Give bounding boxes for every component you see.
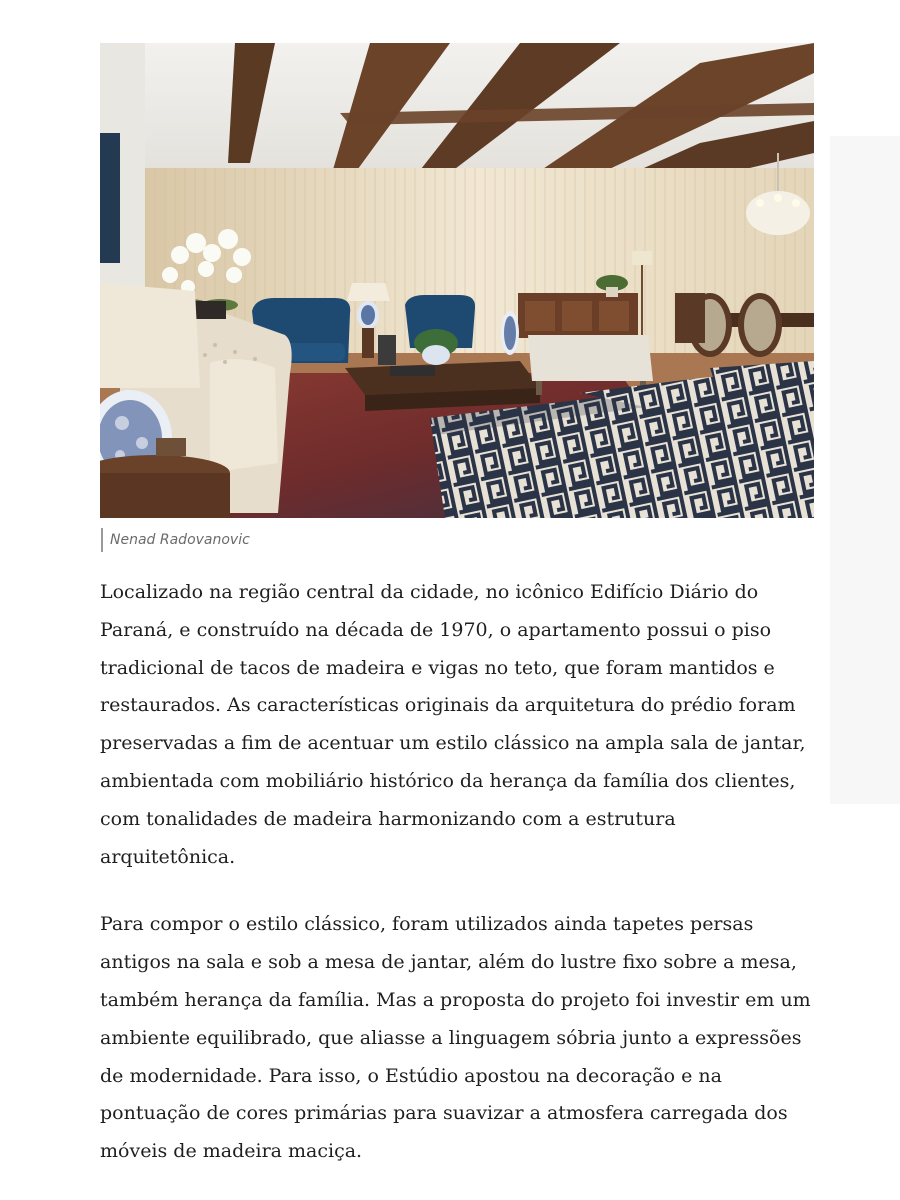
article-paragraph: Localizado na região central da cidade, no icônico Edifício Diário do Paraná, e construído na década de 1970, o apartamento possui o piso tradicional de tacos de madeira e vigas no teto, que foram mantidos e restaurados. As características originais da arquitetura do prédio foram preservadas a fim de acentuar um estilo clássico na ampla sala de jantar, ambientada com mobiliário histórico da herança da família dos clientes, com tonalidades de madeira harmonizando com a estrutura arquitetônica. <box>100 581 806 868</box>
sidebar-ad-placeholder <box>830 136 900 804</box>
article-paragraph: Para compor o estilo clássico, foram utilizados ainda tapetes persas antigos na sala e sob a mesa de jantar, além do lustre fixo sobre a mesa, também herança da família. Mas a proposta do projeto foi investir em um ambiente equilibrado, que aliasse a linguagem sóbria junto a expressões de modernidade. Para isso, o Estúdio apostou na decoração e na pontuação de cores primárias para suavizar a atmosfera carregada dos móveis de madeira maciça. <box>100 913 811 1163</box>
photo-credit: Nenad Radovanovic <box>101 528 250 552</box>
article-body <box>100 574 816 1171</box>
living-room-photo <box>100 43 814 518</box>
